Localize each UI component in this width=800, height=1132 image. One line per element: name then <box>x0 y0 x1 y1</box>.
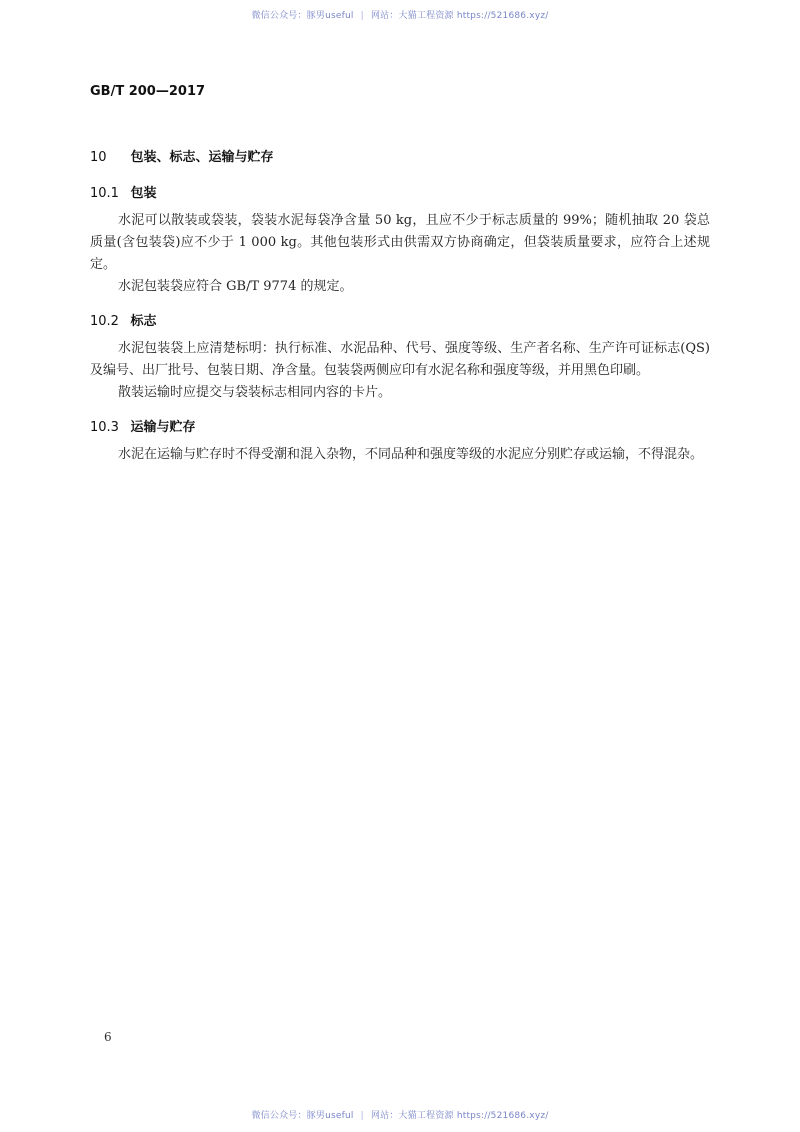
watermark-website: 网站：大猫工程资源 https://521686.xyz/ <box>370 11 549 21</box>
watermark-wechat: 微信公众号：豚男useful <box>251 11 354 21</box>
subsection-heading-10-2 <box>90 310 157 329</box>
subsection-number: 10.2 <box>90 314 119 329</box>
watermark-bottom <box>0 1108 800 1121</box>
paragraph: 水泥在运输与贮存时不得受潮和混入杂物，不同品种和强度等级的水泥应分别贮存或运输，不得混杂。 <box>118 447 704 462</box>
subsection-heading-10-1 <box>90 182 157 201</box>
watermark-wechat: 微信公众号：豚男useful <box>251 1111 354 1121</box>
subsection-number: 10.1 <box>90 186 119 201</box>
standard-code: GB/T 200—2017 <box>90 84 206 99</box>
subsection-number: 10.3 <box>90 420 119 435</box>
watermark-website: 网站：大猫工程资源 https://521686.xyz/ <box>370 1111 549 1121</box>
subsection-title: 标志 <box>130 314 157 329</box>
watermark-top <box>0 8 800 21</box>
paragraph: 水泥包装袋上应清楚标明：执行标准、水泥品种、代号、强度等级、生产者名称、生产许可证标志(QS)及编号、出厂批号、包装日期、净含量。包装袋两侧应印有水泥名称和强度等级，并用黑色印刷。 <box>90 341 710 378</box>
paragraph: 水泥可以散装或袋装，袋装水泥每袋净含量 50 kg，且应不少于标志质量的 99%；随机抽取 20 袋总质量(含包装袋)应不少于 1 000 kg。其他包装形式由供需双方协商确定，但袋装质量要求，应符合上述规定。 <box>90 213 710 272</box>
paragraph: 散装运输时应提交与袋装标志相同内容的卡片。 <box>118 385 392 400</box>
subsection-title: 运输与贮存 <box>130 420 196 435</box>
paragraph: 水泥包装袋应符合 GB/T 9774 的规定。 <box>118 279 353 294</box>
subsection-title: 包装 <box>130 186 157 201</box>
section-number: 10 <box>90 150 107 165</box>
watermark-separator: | <box>360 11 364 21</box>
watermark-separator: | <box>360 1111 364 1121</box>
section-title: 包装、标志、运输与贮存 <box>130 150 274 165</box>
section-heading <box>90 146 274 165</box>
page-number: 6 <box>104 1030 112 1044</box>
subsection-heading-10-3 <box>90 416 196 435</box>
